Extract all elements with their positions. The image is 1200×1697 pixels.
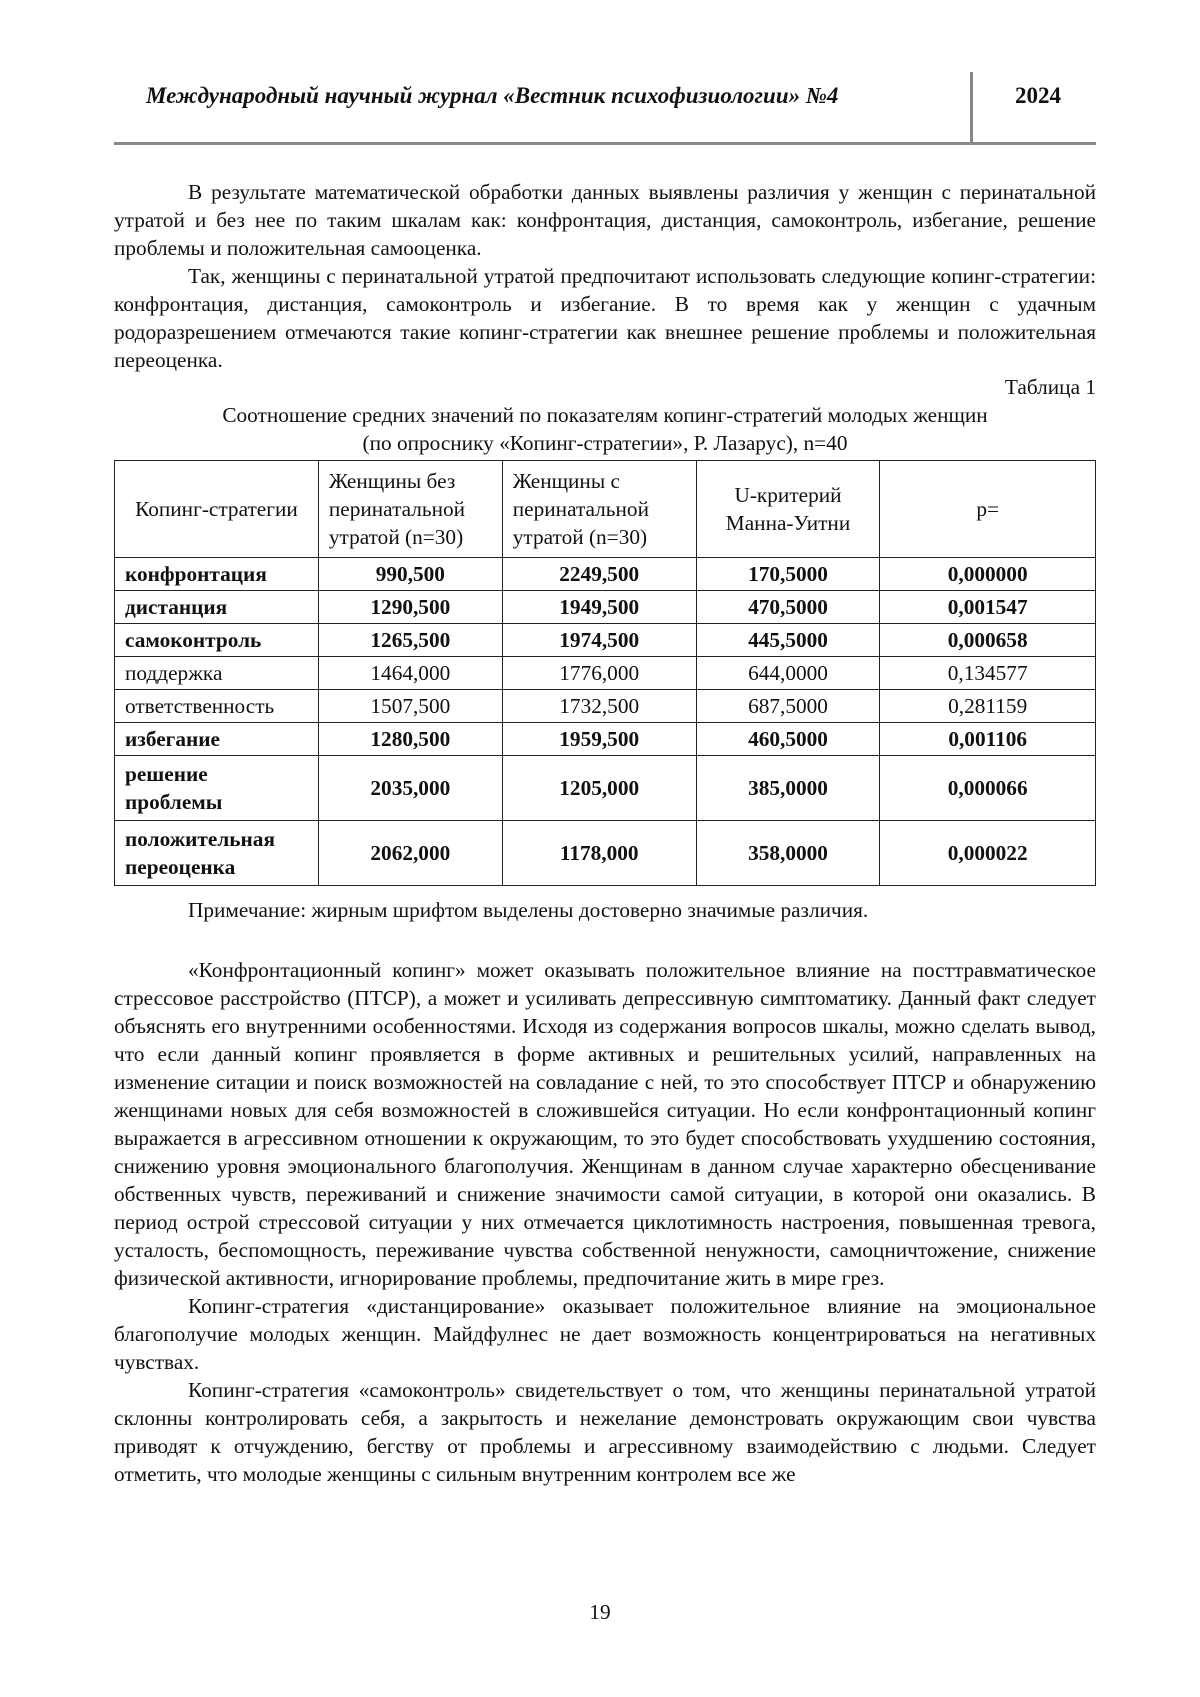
column-header: Копинг-стратегии [115, 461, 319, 558]
row-name: положительная переоценка [115, 821, 319, 886]
cell-p: 0,000000 [880, 558, 1096, 591]
cell-loss: 1959,500 [502, 723, 696, 756]
table-row [115, 624, 1096, 657]
cell-loss: 1178,000 [502, 821, 696, 886]
paragraph: Так, женщины с перинатальной утратой предпочитают использовать следующие копинг-стратегии: конфронтация, дистанция, самоконтроль и избегание. В то время как у женщин с удачным родоразрешением отмечаются такие копинг-стратегии как внешнее решение проблемы и положительная переоценка. [114, 264, 1096, 372]
cell-loss: 1949,500 [502, 591, 696, 624]
column-header: p= [880, 461, 1096, 558]
column-header: Женщины без перинатальной утратой (n=30) [318, 461, 502, 558]
table-row [115, 690, 1096, 723]
paragraph: Копинг-стратегия «дистанцирование» оказывает положительное влияние на эмоциональное благополучие молодых женщин. Майдфулнес не дает возможность концентрироваться на негативных чувствах. [114, 1294, 1096, 1374]
cell-p: 0,001547 [880, 591, 1096, 624]
cell-no-loss: 1265,500 [318, 624, 502, 657]
table-label: Таблица 1 [1004, 375, 1096, 399]
table-row [115, 756, 1096, 821]
row-name: ответственность [115, 690, 319, 723]
table-row [115, 591, 1096, 624]
paragraph: В результате математической обработки данных выявлены различия у женщин с перинатальной утратой и без нее по таким шкалам как: конфронтация, дистанция, самоконтроль, избегание, решение проблемы и положительная самооценка. [114, 180, 1096, 260]
cell-u: 358,0000 [696, 821, 880, 886]
cell-no-loss: 1280,500 [318, 723, 502, 756]
cell-no-loss: 1464,000 [318, 657, 502, 690]
cell-u: 470,5000 [696, 591, 880, 624]
running-header [114, 66, 1096, 144]
intro-text [114, 178, 1096, 374]
cell-loss: 1974,500 [502, 624, 696, 657]
paragraph: Копинг-стратегия «самоконтроль» свидетельствует о том, что женщины перинатальной утратой склонны контролировать себя, а закрытость и нежелание демонстровать окружающим свои чувства приводят к отчуждению, бегству от проблемы и агрессивному взаимодействию с людьми. Следует отметить, что молодые женщины с сильным внутренним контролем все же [114, 1378, 1096, 1486]
cell-u: 644,0000 [696, 657, 880, 690]
cell-loss: 1776,000 [502, 657, 696, 690]
main-text [114, 956, 1096, 1488]
paragraph: «Конфронтационный копинг» может оказывать положительное влияние на посттравматическое стрессовое расстройство (ПТСР), а может и усиливать депрессивную симптоматику. Данный факт следует объяснять его внутренними особенностями. Исходя из содержания вопросов шкалы, можно сделать вывод, что если данный копинг проявляется в форме активных и решительных усилий, направленных на изменение ситации и поиск возможностей на совладание с ней, то это способствует ПТСР и обнаружению женщинами новых для себя возможностей в сложившейся ситуации. Но если конфронтационный копинг выражается в агрессивном отношении к окружающим, то это будет способствовать ухудшению состояния, снижению уровня эмоционального благополучия. Женщинам в данном случае характерно обесценивание обственных чувств, переживаний и снижение значимости самой ситуации, в которой они оказались. В период острой стрессовой ситуации у них отмечается циклотимность настроения, повышенная тревога, усталость, беспомощность, переживание чувства собственной ненужности, самоцничтожение, снижение физической активности, игнорирование проблемы, предпочитание жить в мире грез. [114, 958, 1096, 1290]
row-name: поддержка [115, 657, 319, 690]
row-name: самоконтроль [115, 624, 319, 657]
table-row [115, 657, 1096, 690]
header-divider-horizontal [114, 142, 1096, 145]
column-header: U-критерий Манна-Уитни [696, 461, 880, 558]
cell-no-loss: 1507,500 [318, 690, 502, 723]
cell-no-loss: 990,500 [318, 558, 502, 591]
table-row [115, 558, 1096, 591]
row-name: избегание [115, 723, 319, 756]
cell-no-loss: 1290,500 [318, 591, 502, 624]
cell-u: 687,5000 [696, 690, 880, 723]
cell-u: 460,5000 [696, 723, 880, 756]
page-number: 19 [589, 1600, 611, 1624]
table-note: Примечание: жирным шрифтом выделены достоверно значимые различия. [188, 898, 869, 922]
cell-p: 0,000066 [880, 756, 1096, 821]
column-header: Женщины с перинатальной утратой (n=30) [502, 461, 696, 558]
journal-year: 2024 [1015, 83, 1061, 108]
table-caption-line: Соотношение средних значений по показателям копинг-стратегий молодых женщин [222, 403, 988, 427]
table-row [115, 821, 1096, 886]
table-caption-line: (по опроснику «Копинг-стратегии», Р. Лазарус), n=40 [362, 431, 848, 455]
cell-loss: 2249,500 [502, 558, 696, 591]
row-name: решение проблемы [115, 756, 319, 821]
journal-title: Международный научный журнал «Вестник психофизиологии» №4 [146, 83, 839, 108]
cell-p: 0,281159 [880, 690, 1096, 723]
cell-p: 0,134577 [880, 657, 1096, 690]
table-header-row [115, 461, 1096, 558]
cell-u: 445,5000 [696, 624, 880, 657]
cell-loss: 1732,500 [502, 690, 696, 723]
cell-u: 385,0000 [696, 756, 880, 821]
cell-p: 0,001106 [880, 723, 1096, 756]
row-name: дистанция [115, 591, 319, 624]
table-caption [114, 401, 1096, 457]
cell-loss: 1205,000 [502, 756, 696, 821]
cell-no-loss: 2062,000 [318, 821, 502, 886]
table-row [115, 723, 1096, 756]
cell-p: 0,000022 [880, 821, 1096, 886]
coping-strategies-table [114, 460, 1096, 886]
header-divider-vertical [970, 72, 973, 144]
cell-p: 0,000658 [880, 624, 1096, 657]
row-name: конфронтация [115, 558, 319, 591]
cell-u: 170,5000 [696, 558, 880, 591]
cell-no-loss: 2035,000 [318, 756, 502, 821]
